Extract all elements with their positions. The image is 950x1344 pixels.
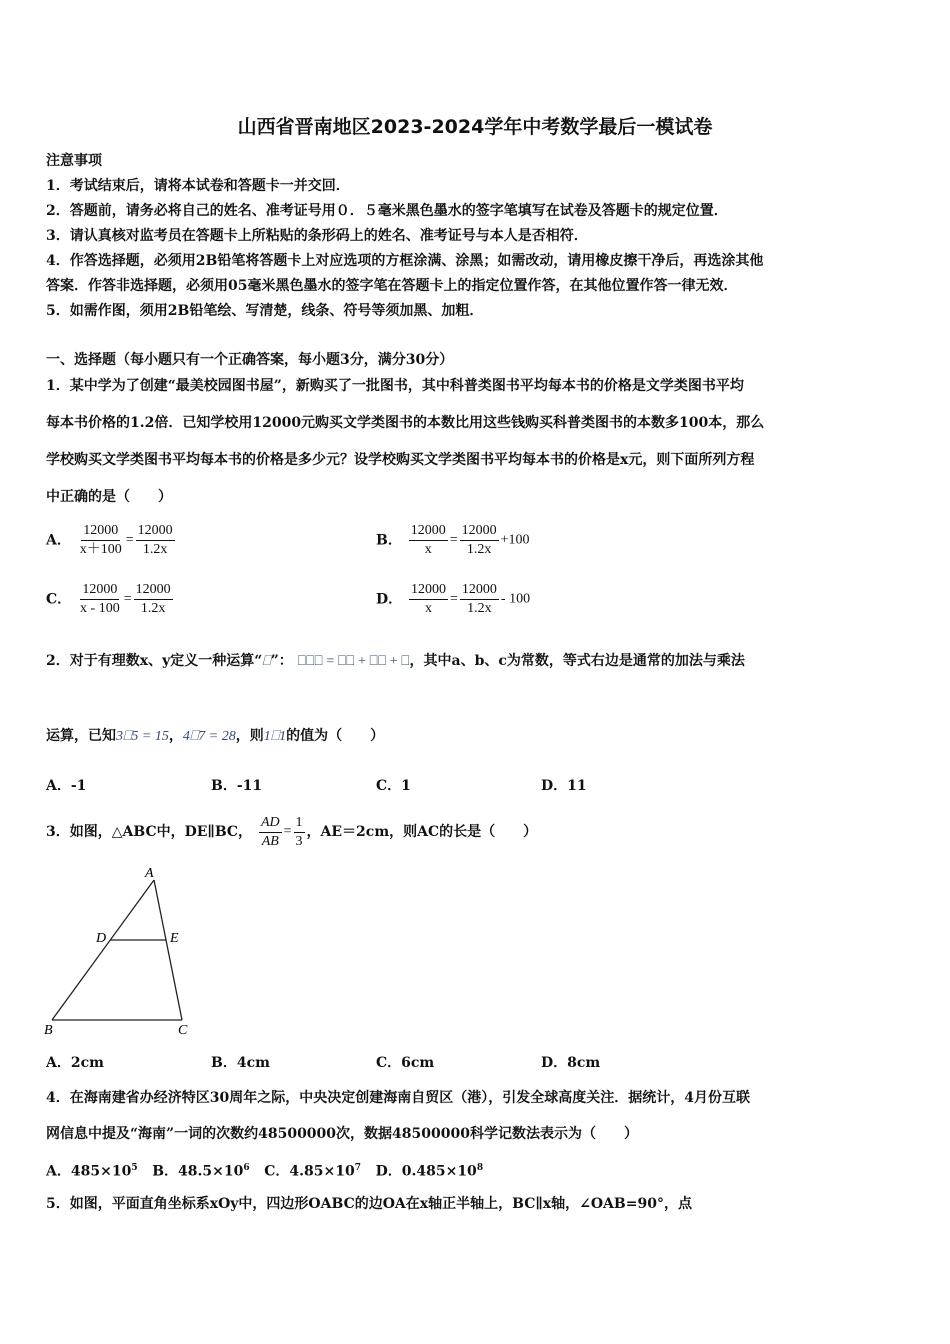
q3-option-c: C．6cm: [376, 1055, 435, 1071]
option-base: 48.5×10: [178, 1163, 244, 1180]
option-exponent: 5: [131, 1163, 138, 1173]
option-exponent: 7: [354, 1163, 361, 1173]
q3-option-a: A．2cm: [46, 1055, 104, 1071]
label-a: A: [145, 866, 154, 881]
label-d: D: [96, 931, 107, 946]
denominator: x - 100: [80, 601, 120, 616]
q1-line: 学校购买文学类图书平均每本书的价格是多少元？设学校购买文学类图书平均每本书的价格是x元，则下面所列方程: [46, 452, 755, 468]
q2-text: ”：: [270, 653, 293, 669]
numerator: 12000: [460, 522, 499, 541]
given-expression: 3⎕5 = 15: [116, 729, 169, 744]
numerator: 12000: [409, 581, 448, 600]
denominator: x＋100: [79, 542, 122, 557]
fraction: [134, 581, 173, 618]
q5-line: 5．如图，平面直角坐标系xOy中，四边形OABC的边OA在x轴正半轴上，BC∥x轴，∠OAB=90°，点: [46, 1196, 692, 1212]
equals: =: [450, 591, 458, 607]
option-label: A．: [46, 532, 71, 549]
denominator: 3: [295, 833, 303, 849]
q2-option-c: C．1: [376, 778, 411, 794]
tail-term: - 100: [500, 591, 531, 607]
option-label: B．: [376, 532, 402, 549]
equals: =: [449, 532, 458, 548]
section-heading: 一、选择题（每小题只有一个正确答案，每小题3分，满分30分）: [46, 352, 454, 368]
denominator: 1.2x: [140, 601, 166, 616]
q4-line: 4．在海南建省办经济特区30周年之际，中央决定创建海南自贸区（港），引发全球高度关注．据统计，4月份互联: [46, 1090, 750, 1106]
equals: =: [123, 591, 132, 607]
q2-text: ，其中a、b、c为常数，等式右边是通常的加法与乘法: [409, 653, 745, 669]
notice-item: 5．如需作图，须用2B铅笔绘、写清楚，线条、符号等须加黑、加粗．: [46, 303, 484, 319]
q3-text: 3．如图，△ABC中，DE∥BC，: [46, 824, 253, 840]
fraction: [409, 581, 448, 618]
notice-item: 4．作答选择题，必须用2B铅笔将答题卡上对应选项的方框涂满、涂黑；如需改动，请用橡皮擦干净后，再选涂其他: [46, 253, 764, 269]
numerator: 1: [294, 814, 305, 833]
option-exponent: 8: [476, 1163, 484, 1173]
notice-item: 答案．作答非选择题，必须用05毫米黑色墨水的签字笔在答题卡上的指定位置作答，在其他位置作答一律无效．: [46, 278, 738, 294]
asked-expression: 1⎕1: [263, 729, 287, 744]
numerator: 12000: [80, 581, 119, 600]
q2-text: ，则: [235, 728, 264, 744]
denominator: x: [424, 542, 432, 557]
fraction: [460, 581, 499, 618]
fraction: [78, 522, 124, 559]
operation-formula: ⎕⎕⎕ = ⎕⎕ + ⎕⎕ + ⎕: [297, 654, 410, 669]
q2-line-2: [46, 726, 384, 747]
given-expression: 4⎕7 = 28: [182, 729, 236, 744]
notice-item: 1．考试结束后，请将本试卷和答题卡一并交回．: [46, 178, 350, 194]
q1-line: 中正确的是（ ）: [46, 489, 172, 505]
fraction: [294, 814, 305, 851]
operator-symbol: ⎕: [262, 654, 271, 669]
side-ab: [52, 880, 154, 1020]
label-b: B: [44, 1023, 53, 1038]
numerator: 12000: [409, 522, 448, 541]
q3-option-d: D．8cm: [541, 1055, 601, 1071]
equals: =: [125, 532, 134, 548]
notice-item: 3．请认真核对监考员在答题卡上所粘贴的条形码上的姓名、准考证号与本人是否相符．: [46, 228, 588, 244]
q1-option-d: [376, 581, 530, 618]
label-e: E: [170, 931, 179, 946]
q4-options: [46, 1158, 483, 1182]
option-label: B．: [152, 1163, 179, 1180]
q1-option-c: [46, 581, 175, 618]
option-label: C．: [264, 1163, 290, 1180]
option-base: 485×10: [70, 1163, 132, 1180]
numerator: 12000: [134, 581, 173, 600]
fraction: [78, 581, 122, 618]
equals: =: [283, 824, 292, 839]
fraction: [409, 522, 448, 559]
notice-item: 2．答题前，请务必将自己的姓名、准考证号用０．５毫米黑色墨水的签字笔填写在试卷及答题卡的规定位置．: [46, 203, 728, 219]
q1-option-a: [46, 522, 177, 559]
q3-line: [46, 812, 537, 852]
side-ac: [154, 880, 182, 1020]
fraction: [136, 522, 175, 559]
denominator: x: [425, 601, 433, 616]
page-title: 山西省晋南地区2023-2024学年中考数学最后一模试卷: [237, 116, 713, 138]
q1-line: 1．某中学为了创建“最美校园图书屋”，新购买了一批图书，其中科普类图书平均每本书的价格是文学类图书平均: [46, 378, 744, 394]
denominator: AB: [261, 833, 279, 849]
numerator: 12000: [136, 522, 175, 541]
numerator: 12000: [81, 522, 120, 541]
label-c: C: [178, 1023, 188, 1038]
option-exponent: 6: [243, 1163, 250, 1173]
triangle-figure: [44, 862, 204, 1040]
fraction: [259, 814, 282, 851]
q2-option-a: A．-1: [46, 778, 87, 794]
q2-text: 2．对于有理数x、y定义一种运算“: [46, 653, 263, 669]
option-base: 0.485×10: [401, 1163, 477, 1180]
q1-option-b: [376, 522, 530, 559]
option-label: D．: [376, 591, 403, 608]
q2-text: 的值为（ ）: [286, 728, 385, 744]
numerator: 12000: [460, 581, 499, 600]
q2-text: 运算，已知: [46, 728, 116, 744]
separator: ，: [168, 728, 183, 744]
q3-text: ，AE＝2cm，则AC的长是（ ）: [306, 824, 538, 840]
option-base: 4.85×10: [289, 1163, 355, 1180]
q2-line-1: [46, 651, 745, 672]
q4-line: 网信息中提及“海南”一词的次数约48500000次，数据48500000科学记数法表示为（ ）: [46, 1126, 638, 1142]
denominator: 1.2x: [142, 542, 168, 557]
q3-option-b: B．4cm: [211, 1055, 270, 1071]
q2-option-d: D．11: [541, 778, 587, 794]
option-label: A．: [46, 1163, 71, 1180]
notice-heading: 注意事项: [46, 153, 102, 169]
option-label: C．: [46, 591, 72, 608]
fraction: [460, 522, 499, 559]
q1-line: 每本书价格的1.2倍．已知学校用12000元购买文学类图书的本数比用这些钱购买科普类图书的本数多100本，那么: [46, 415, 765, 431]
option-label: D．: [375, 1163, 402, 1180]
tail-term: +100: [500, 532, 530, 548]
q2-option-b: B．-11: [211, 778, 263, 794]
denominator: 1.2x: [466, 542, 492, 557]
denominator: 1.2x: [467, 601, 492, 616]
numerator: AD: [259, 814, 282, 833]
